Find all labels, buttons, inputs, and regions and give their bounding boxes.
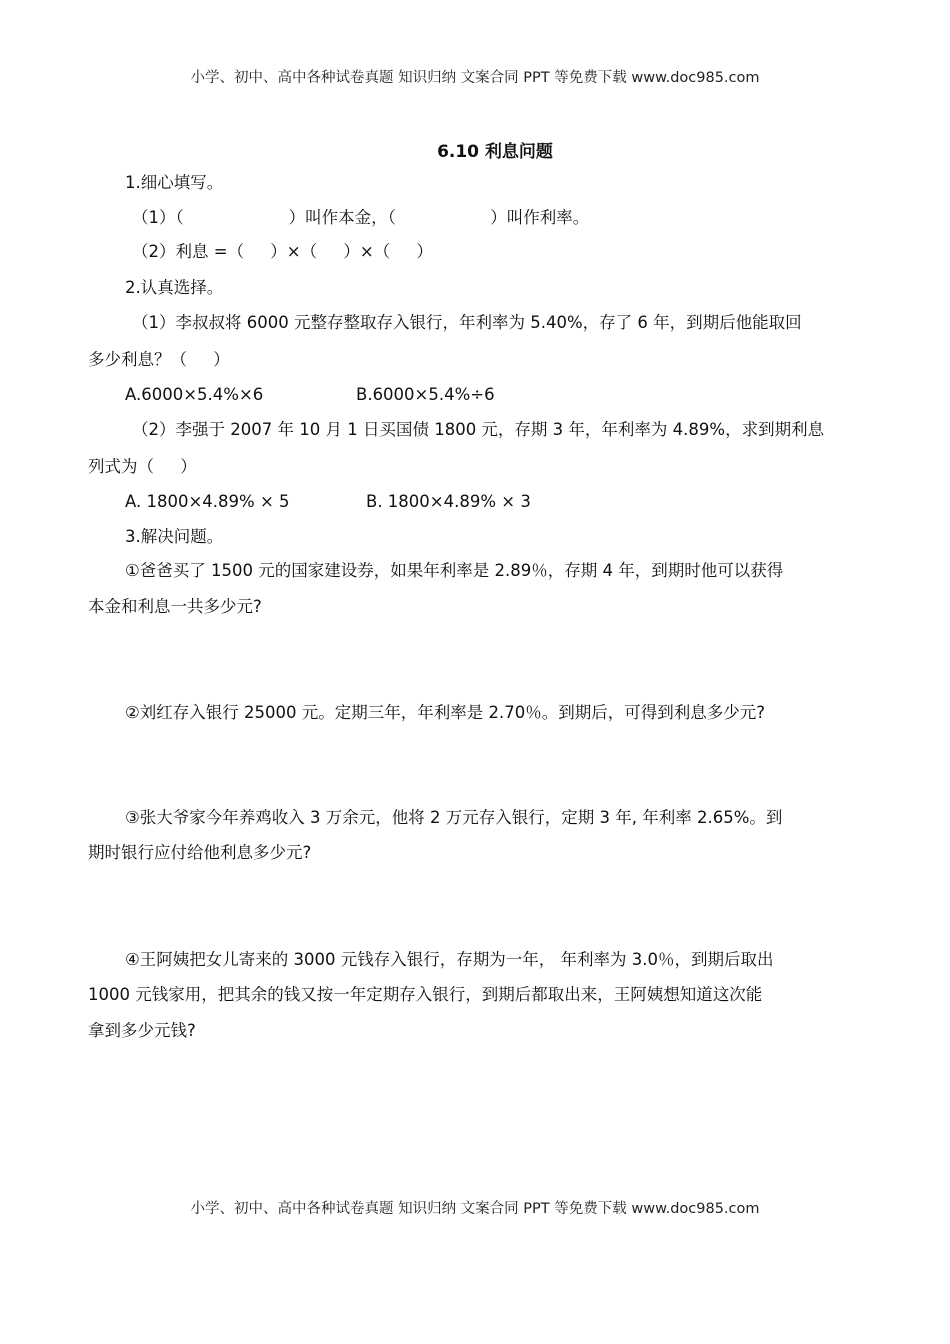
problem-2-line1: ②刘红存入银行 25000 元。定期三年，年利率是 2.70％。到期后，可得到利息多少元? — [125, 703, 766, 722]
question-2-2-line1: （2）李强于 2007 年 10 月 1 日买国债 1800 元，存期 3 年，年利率为 4.89%，求到期利息 — [132, 420, 825, 439]
section-1-heading: 1.细心填写。 — [125, 173, 224, 192]
problem-3-line1: ③张大爷家今年养鸡收入 3 万余元，他将 2 万元存入银行，定期 3 年, 年利率 2.65%。到 — [125, 808, 783, 827]
problem-1-line2: 本金和利息一共多少元? — [88, 597, 262, 616]
question-2-2-line2: 列式为（ ） — [88, 457, 197, 476]
page-title: 6.10 利息问题 — [437, 142, 553, 162]
problem-4-line1: ④王阿姨把女儿寄来的 3000 元钱存入银行，存期为一年， 年利率为 3.0％，到期后取出 — [125, 950, 774, 969]
question-1-1: （1）（ ）叫作本金，（ ）叫作利率。 — [132, 208, 590, 227]
question-2-1-line1: （1）李叔叔将 6000 元整存整取存入银行，年利率为 5.40%，存了 6 年，到期后他能取回 — [132, 313, 802, 332]
option-b: B.6000×5.4%÷6 — [356, 385, 495, 404]
page-header: 小学、初中、高中各种试卷真题 知识归纳 文案合同 PPT 等免费下载 www.doc985.com — [190, 70, 760, 86]
option-a: A. 1800×4.89% × 5 — [125, 492, 290, 511]
option-b: B. 1800×4.89% × 3 — [366, 492, 531, 511]
section-2-heading: 2.认真选择。 — [125, 278, 224, 297]
question-1-2: （2）利息 =（ ）×（ ）×（ ） — [132, 242, 433, 261]
problem-4-line2: 1000 元钱家用，把其余的钱又按一年定期存入银行，到期后都取出来，王阿姨想知道这次能 — [88, 985, 763, 1004]
option-a: A.6000×5.4%×6 — [125, 385, 264, 404]
problem-1-line1: ①爸爸买了 1500 元的国家建设券，如果年利率是 2.89％，存期 4 年，到期时他可以获得 — [125, 561, 784, 580]
page-footer: 小学、初中、高中各种试卷真题 知识归纳 文案合同 PPT 等免费下载 www.doc985.com — [190, 1201, 760, 1217]
question-2-1-line2: 多少利息？（ ） — [88, 350, 230, 369]
problem-3-line2: 期时银行应付给他利息多少元? — [88, 843, 312, 862]
problem-4-line3: 拿到多少元钱? — [88, 1021, 196, 1040]
section-3-heading: 3.解决问题。 — [125, 527, 224, 546]
